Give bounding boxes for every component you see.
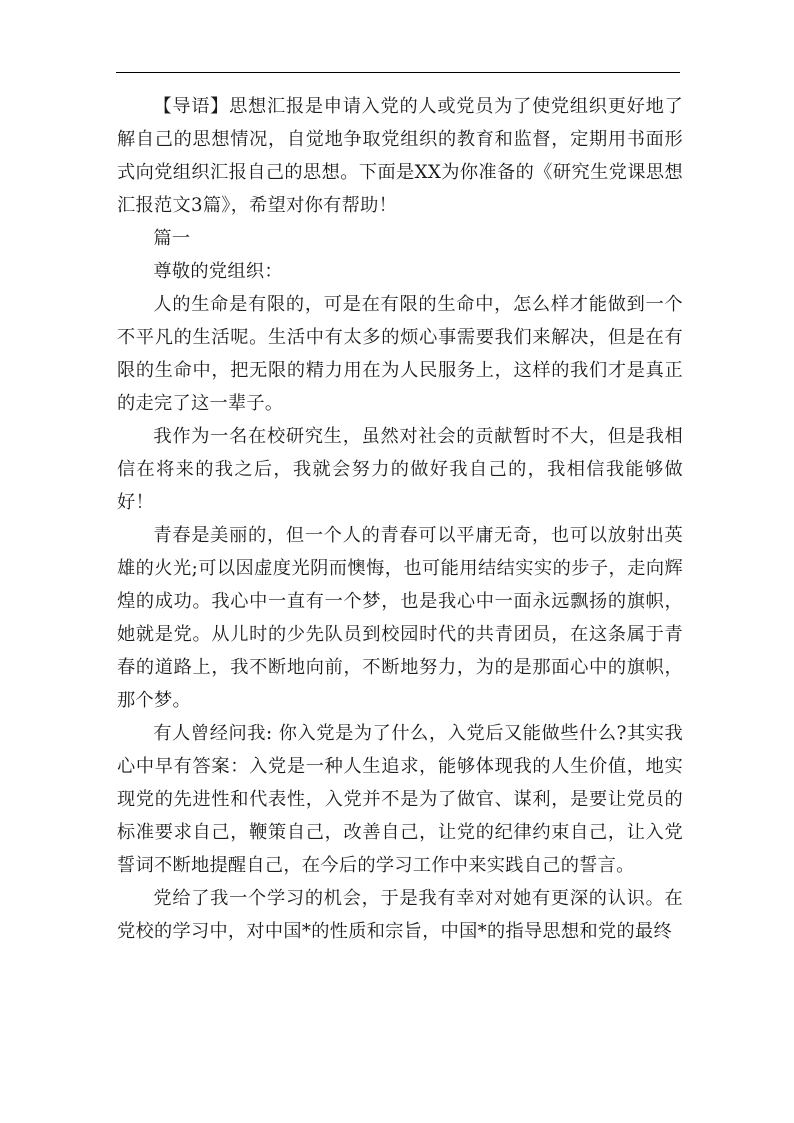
body-paragraph: 党给了我一个学习的机会，于是我有幸对对她有更深的认识。在党校的学习中，对中国*的性质和宗旨，中国*的指导思想和党的最终 xyxy=(117,888,683,942)
body-paragraph: 有人曾经问我: 你入党是为了什么，入党后又能做些什么?其实我心中早有答案：入党是一种人生追求，能够体现我的人生价值，地实现党的先进性和代表性，入党并不是为了做官、谋利，是要让党员的标准要求自己，鞭策自己，改善自己，让党的纪律约束自己，让入党誓词不断地提醒自己，在今后的学习工作中来实践自己的誓言。 xyxy=(117,723,683,876)
intro-paragraph: 【导语】思想汇报是申请入党的人或党员为了使党组织更好地了解自己的思想情况，自觉地争取党组织的教育和监督，定期用书面形式向党组织汇报自己的思想。下面是XX为你准备的《研究生党课思想汇报范文3篇》，希望对你有帮助！ xyxy=(117,96,683,216)
section-heading: 篇一 xyxy=(153,228,191,249)
body-paragraph: 青春是美丽的，但一个人的青春可以平庸无奇，也可以放射出英雄的火光;可以因虚度光阴而懊悔，也可能用结结实实的步子，走向辉煌的成功。我心中一直有一个梦，也是我心中一面永远飘扬的旗帜，她就是党。从儿时的少先队员到校园时代的共青团员，在这条属于青春的道路上，我不断地向前，不断地努力，为的是那面心中的旗帜，那个梦。 xyxy=(117,525,683,711)
header-rule xyxy=(116,72,680,73)
document-body xyxy=(117,90,683,948)
body-paragraph: 人的生命是有限的，可是在有限的生命中，怎么样才能做到一个不平凡的生活呢。生活中有太多的烦心事需要我们来解决，但是在有限的生命中，把无限的精力用在为人民服务上，这样的我们才是真正的走完了这一辈子。 xyxy=(117,294,683,414)
salutation: 尊敬的党组织： xyxy=(153,261,283,282)
body-paragraph: 我作为一名在校研究生，虽然对社会的贡献暂时不大，但是我相信在将来的我之后，我就会努力的做好我自己的，我相信我能够做好！ xyxy=(117,426,683,513)
